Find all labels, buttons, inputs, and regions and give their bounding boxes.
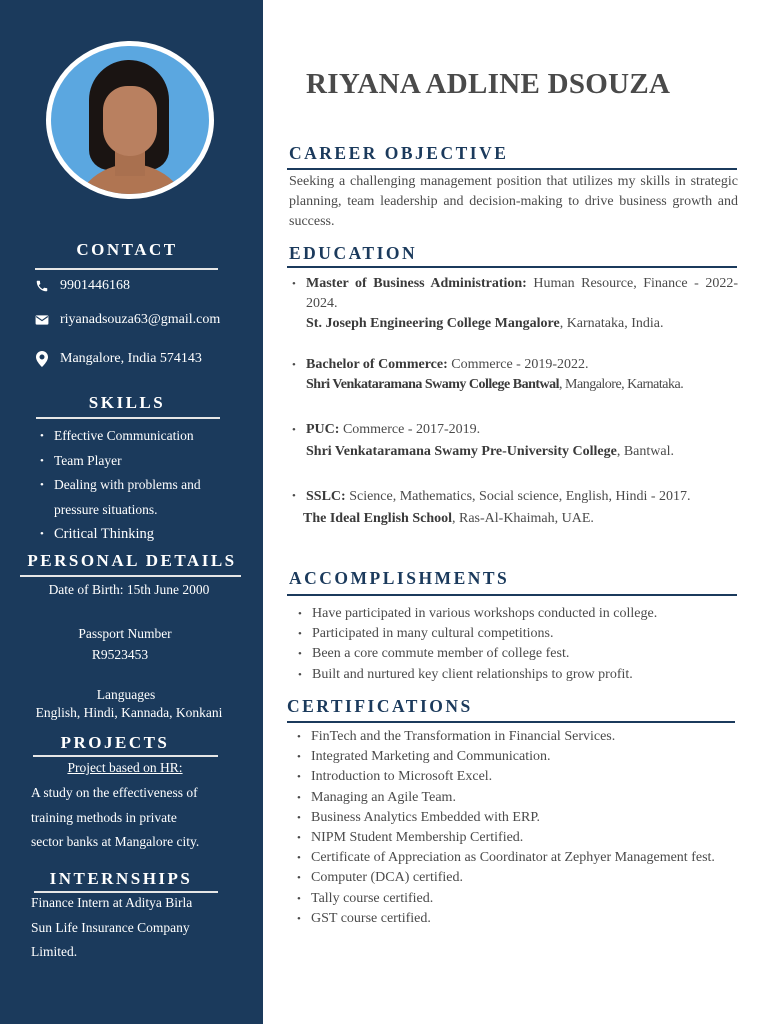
skill-item: • Effective Communication (38, 424, 201, 449)
personal-divider (20, 575, 241, 577)
certification-item: • GST course certified. (295, 909, 735, 929)
skill-item: • Team Player (38, 449, 201, 474)
contact-heading: CONTACT (76, 240, 178, 259)
accomplishments-divider (287, 594, 737, 596)
location-pin-icon (34, 351, 50, 367)
passport-label: Passport Number (78, 626, 172, 641)
skills-divider (36, 417, 220, 419)
education-item-puc: • PUC: Commerce - 2017-2019. Shri Venkataramana Swamy Pre-University College, Bantwal. (292, 422, 674, 459)
accomplishments-list (296, 604, 738, 685)
projects-heading: PROJECTS (60, 733, 170, 752)
education-item-mba: • Master of Business Administration: Human Resource, Finance - 2022-2024. St. Joseph Engineering College Mangalore, Karnataka, India. (292, 276, 738, 331)
accomplishment-item: • Participated in many cultural competitions. (296, 624, 738, 644)
contact-email (34, 312, 220, 328)
accomplishment-item: • Built and nurtured key client relationships to grow profit. (296, 665, 738, 685)
sidebar (0, 0, 263, 1024)
education-heading: EDUCATION (289, 243, 418, 263)
internships-heading: INTERNSHIPS (49, 869, 193, 888)
languages-label: Languages (96, 687, 156, 702)
date-of-birth: Date of Birth: 15th June 2000 (48, 582, 210, 597)
certification-item: • Introduction to Microsoft Excel. (295, 767, 735, 787)
certification-item: • Certificate of Appreciation as Coordinator at Zephyer Management fest. (295, 848, 735, 868)
certifications-heading: CERTIFICATIONS (287, 696, 473, 716)
mail-icon (34, 312, 50, 328)
contact-location (34, 351, 202, 367)
certifications-divider (287, 721, 735, 723)
certification-item: • Computer (DCA) certified. (295, 868, 735, 888)
education-item-bcom: • Bachelor of Commerce: Commerce - 2019-2022. Shri Venkataramana Swamy College Bantwal, Mangalore, Karnataka. (292, 357, 684, 392)
personal-details-heading: PERSONAL DETAILS (27, 551, 237, 570)
projects-divider (33, 755, 218, 757)
skills-list (38, 424, 201, 547)
location-text: Mangalore, India 574143 (60, 351, 202, 366)
career-divider (287, 168, 737, 170)
skill-item: • Dealing with problems and (38, 473, 201, 498)
career-objective-text: Seeking a challenging management position that utilizes my skills in strategic planning, team leadership and decision-making to drive business growth and success. (289, 174, 738, 229)
languages-list: English, Hindi, Kannada, Konkani (35, 705, 223, 720)
certification-item: • Tally course certified. (295, 889, 735, 909)
certification-item: • Integrated Marketing and Communication. (295, 747, 735, 767)
contact-phone (34, 278, 130, 294)
certifications-list (295, 727, 735, 929)
contact-divider (35, 268, 218, 270)
certification-item: • FinTech and the Transformation in Financial Services. (295, 727, 735, 747)
accomplishment-item: • Been a core commute member of college fest. (296, 644, 738, 664)
education-divider (287, 266, 737, 268)
email-address: riyanadsouza63@gmail.com (60, 312, 221, 327)
certification-item: • Managing an Agile Team. (295, 788, 735, 808)
accomplishment-item: • Have participated in various workshops conducted in college. (296, 604, 738, 624)
passport-number: R9523453 (91, 647, 149, 662)
skill-item: pressure situations. (54, 501, 158, 517)
profile-photo (46, 41, 214, 199)
accomplishments-heading: ACCOMPLISHMENTS (289, 568, 510, 588)
skill-item: • Critical Thinking (38, 522, 201, 547)
project-description: A study on the effectiveness of training methods in private sector banks at Mangalore city. (31, 785, 200, 849)
candidate-name: RIYANA ADLINE DSOUZA (306, 68, 671, 100)
career-objective-heading: CAREER OBJECTIVE (289, 143, 509, 163)
phone-number: 9901446168 (60, 278, 130, 293)
certification-item: • Business Analytics Embedded with ERP. (295, 808, 735, 828)
project-title: Project based on HR: (67, 760, 183, 775)
phone-icon (34, 278, 50, 294)
internship-description: Finance Intern at Aditya Birla Sun Life Insurance Company Limited. (31, 895, 193, 959)
education-item-sslc: • SSLC: Science, Mathematics, Social science, English, Hindi - 2017. The Ideal English School, Ras-Al-Khaimah, UAE. (292, 489, 691, 526)
certification-item: • NIPM Student Membership Certified. (295, 828, 735, 848)
skills-heading: SKILLS (88, 393, 166, 412)
